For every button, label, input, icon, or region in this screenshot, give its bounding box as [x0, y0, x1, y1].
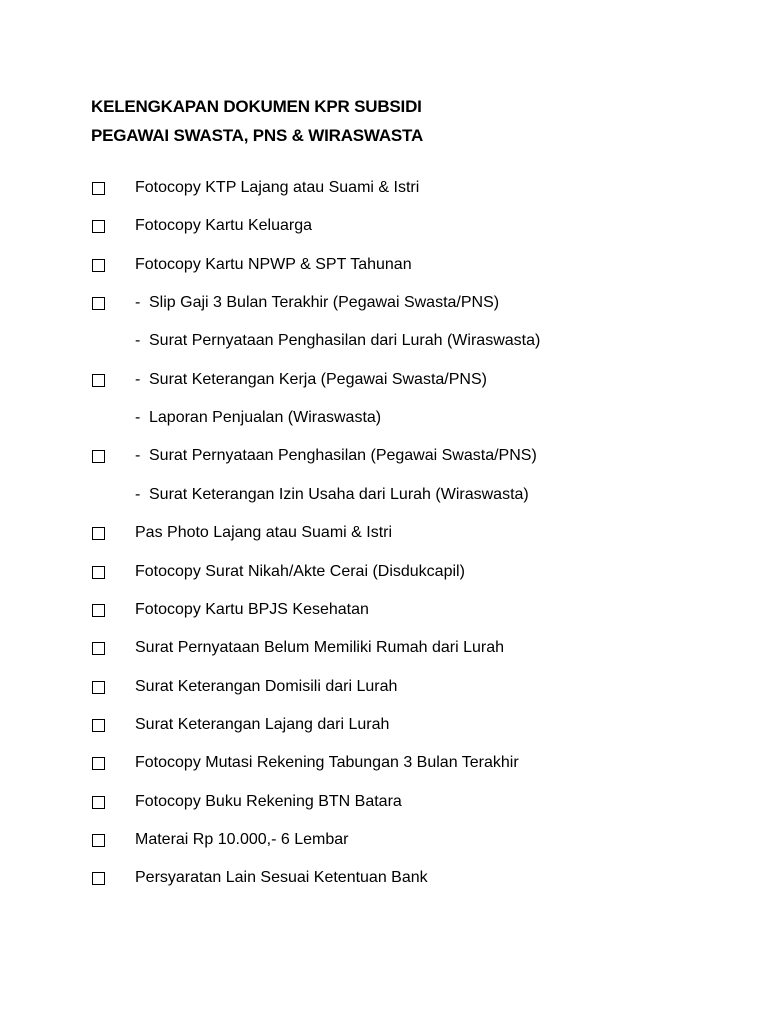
checklist-item [0, 293, 768, 317]
checklist-item-label [135, 216, 312, 236]
checkbox[interactable] [92, 220, 105, 233]
checklist-item-text: Surat Keterangan Izin Usaha dari Lurah (Wiraswasta) [149, 486, 529, 503]
checkbox[interactable] [92, 297, 105, 310]
checklist-item-text: Surat Pernyataan Belum Memiliki Rumah dari Lurah [135, 639, 505, 656]
checkbox[interactable] [92, 642, 105, 655]
checkbox[interactable] [92, 259, 105, 272]
checklist-item [0, 408, 768, 432]
checklist-item-label [135, 178, 419, 198]
checklist-item [0, 331, 768, 355]
dash-bullet: - [135, 371, 141, 388]
dash-bullet: - [135, 447, 141, 464]
page-title: KELENGKAPAN DOKUMEN KPR SUBSIDI [91, 97, 422, 116]
checklist-item-label [135, 446, 537, 466]
checklist-item [0, 216, 768, 240]
checklist-item-label [135, 370, 487, 390]
checklist-item [0, 485, 768, 509]
checklist-item-label [135, 485, 529, 505]
checkbox[interactable] [92, 604, 105, 617]
checklist-item [0, 446, 768, 470]
checklist-item [0, 562, 768, 586]
checklist-item-label [135, 677, 397, 697]
checklist-item-label [135, 600, 369, 620]
checklist-item-label [135, 408, 381, 428]
dash-bullet: - [135, 332, 141, 349]
checklist-item [0, 830, 768, 854]
checklist-item-text: Fotocopy Kartu BPJS Kesehatan [135, 601, 369, 618]
checklist-item-label [135, 255, 412, 275]
checklist-item-label [135, 753, 519, 773]
checklist-item-label [135, 715, 389, 735]
checklist-item-text: Laporan Penjualan (Wiraswasta) [149, 409, 382, 426]
checkbox[interactable] [92, 681, 105, 694]
checkbox[interactable] [92, 872, 105, 885]
checklist-item-text: Pas Photo Lajang atau Suami & Istri [135, 524, 393, 541]
checkbox[interactable] [92, 834, 105, 847]
checklist-item-text: Surat Pernyataan Penghasilan (Pegawai Swasta/PNS) [149, 447, 537, 464]
checklist-item [0, 638, 768, 662]
checklist-item-text: Fotocopy Kartu Keluarga [135, 217, 312, 234]
checklist-item [0, 792, 768, 816]
checklist-item-label [135, 331, 540, 351]
dash-bullet: - [135, 294, 141, 311]
checklist-item-label [135, 638, 504, 658]
checklist-item-label [135, 293, 499, 313]
checklist-item [0, 715, 768, 739]
checklist-item-text: Fotocopy Mutasi Rekening Tabungan 3 Bulan Terakhir [135, 754, 519, 771]
checkbox[interactable] [92, 719, 105, 732]
dash-bullet: - [135, 486, 141, 503]
checklist-item-label [135, 523, 392, 543]
checklist-item [0, 370, 768, 394]
checkbox[interactable] [92, 527, 105, 540]
checklist-item-text: Surat Keterangan Domisili dari Lurah [135, 678, 398, 695]
checklist-item [0, 523, 768, 547]
checkbox[interactable] [92, 566, 105, 579]
checklist-item-text: Fotocopy Kartu NPWP & SPT Tahunan [135, 256, 412, 273]
checklist-item-label [135, 868, 428, 888]
checklist-item [0, 677, 768, 701]
checklist-item-label [135, 792, 402, 812]
page-subtitle: PEGAWAI SWASTA, PNS & WIRASWASTA [91, 126, 424, 145]
checklist-item-text: Persyaratan Lain Sesuai Ketentuan Bank [135, 869, 428, 886]
checkbox[interactable] [92, 182, 105, 195]
checkbox[interactable] [92, 796, 105, 809]
checklist-item-text: Fotocopy Buku Rekening BTN Batara [135, 793, 402, 810]
checklist-item-text: Surat Pernyataan Penghasilan dari Lurah (Wiraswasta) [149, 332, 541, 349]
checklist-item-text: Slip Gaji 3 Bulan Terakhir (Pegawai Swasta/PNS) [149, 294, 500, 311]
checklist-item-text: Fotocopy Surat Nikah/Akte Cerai (Disdukcapil) [135, 563, 465, 580]
checkbox[interactable] [92, 757, 105, 770]
checklist-item-label [135, 562, 465, 582]
checklist-item-text: Fotocopy KTP Lajang atau Suami & Istri [135, 179, 420, 196]
checklist-item-text: Surat Keterangan Lajang dari Lurah [135, 716, 390, 733]
checklist-item-text: Surat Keterangan Kerja (Pegawai Swasta/PNS) [149, 371, 487, 388]
checklist-item [0, 255, 768, 279]
checkbox[interactable] [92, 450, 105, 463]
checklist-item [0, 753, 768, 777]
checklist-item-text: Materai Rp 10.000,- 6 Lembar [135, 831, 349, 848]
dash-bullet: - [135, 409, 141, 426]
checklist-item [0, 600, 768, 624]
checklist-item [0, 178, 768, 202]
checklist-item [0, 868, 768, 892]
checkbox[interactable] [92, 374, 105, 387]
checklist-item-label [135, 830, 348, 850]
